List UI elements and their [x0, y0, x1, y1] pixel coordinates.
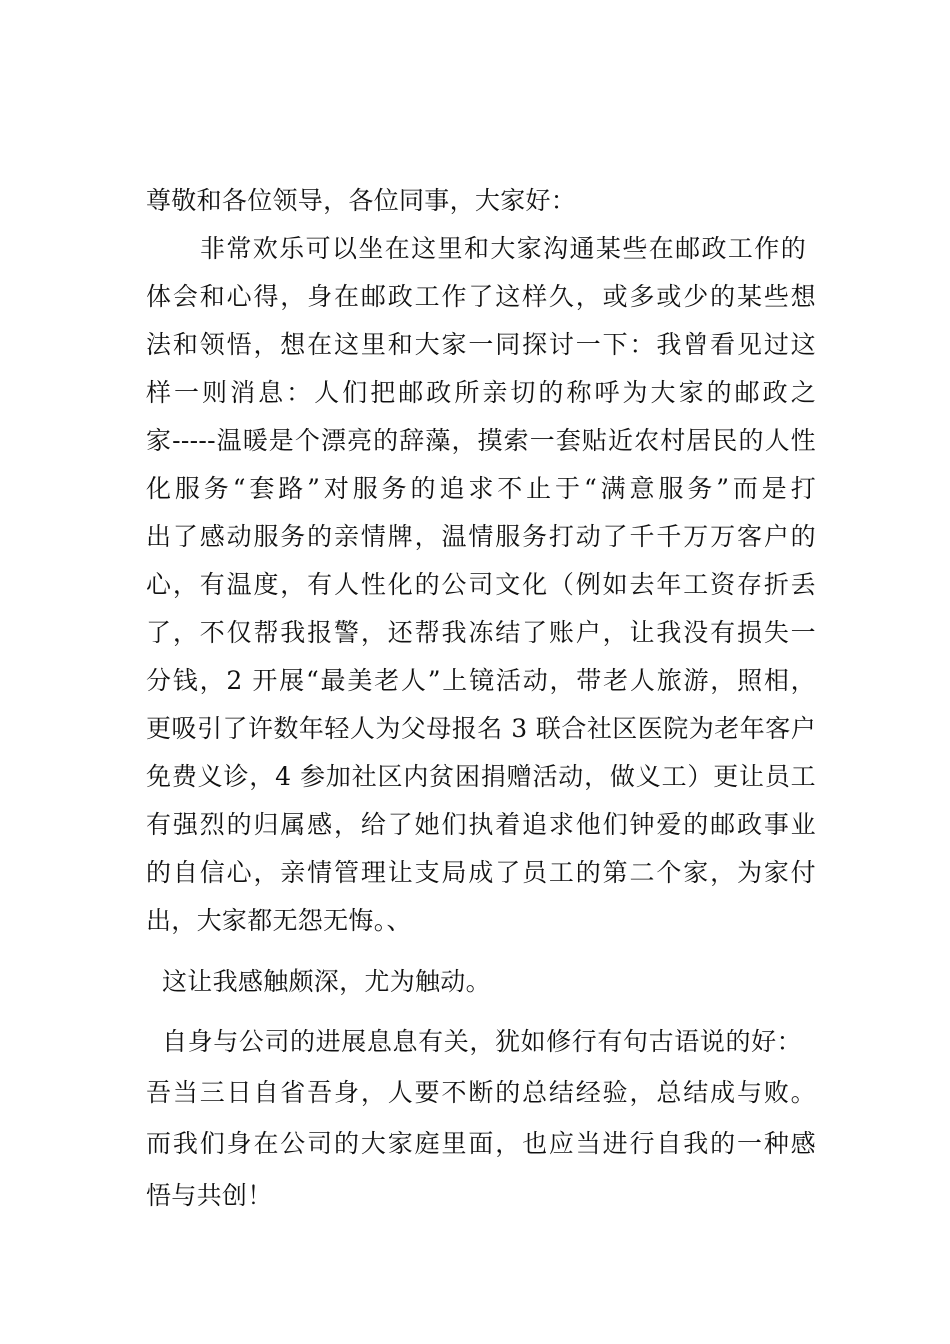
- paragraph-1-line: 分钱，2 开展“最美老人”上镜活动，带老人旅游，照相，: [146, 666, 816, 695]
- paragraph-1-line: 有强烈的归属感，给了她们执着追求他们钟爱的邮政事业: [146, 810, 816, 839]
- paragraph-1-line: 非常欢乐可以坐在这里和大家沟通某些在邮政工作的: [200, 234, 806, 263]
- paragraph-1-line: 更吸引了许数年轻人为父母报名 3 联合社区医院为老年客户: [146, 714, 816, 743]
- paragraph-1-line: 心，有温度，有人性化的公司文化（例如去年工资存折丢: [146, 570, 816, 599]
- paragraph-1-line: 法和领悟，想在这里和大家一同探讨一下：我曾看见过这: [146, 330, 816, 359]
- paragraph-3-line: 吾当三日自省吾身，人要不断的总结经验，总结成与败。: [146, 1078, 816, 1107]
- paragraph-1-line: 家-----温暖是个漂亮的辞藻，摸索一套贴近农村居民的人性: [146, 426, 816, 455]
- greeting-line: 尊敬和各位领导，各位同事，大家好：: [146, 186, 577, 215]
- paragraph-3-line: 自身与公司的进展息息有关，犹如修行有句古语说的好：: [162, 1027, 802, 1056]
- paragraph-1-line: 体会和心得，身在邮政工作了这样久，或多或少的某些想: [146, 282, 816, 311]
- paragraph-1-line: 了，不仅帮我报警，还帮我冻结了账户，让我没有损失一: [146, 618, 816, 647]
- paragraph-3-line: 悟与共创！: [146, 1181, 273, 1210]
- paragraph-1-line: 的自信心，亲情管理让支局成了员工的第二个家，为家付: [146, 858, 816, 887]
- paragraph-1-line: 样一则消息：人们把邮政所亲切的称呼为大家的邮政之: [146, 378, 816, 407]
- paragraph-1-line: 出，大家都无怨无悔。、: [146, 906, 412, 935]
- paragraph-1-line: 化服务“套路”对服务的追求不止于“满意服务”而是打: [146, 474, 816, 503]
- paragraph-3-line: 而我们身在公司的大家庭里面，也应当进行自我的一种感: [146, 1129, 816, 1158]
- paragraph-1-line: 免费义诊，4 参加社区内贫困捐赠活动，做义工）更让员工: [146, 762, 816, 791]
- paragraph-1-line: 出了感动服务的亲情牌，温情服务打动了千千万万客户的: [146, 522, 816, 551]
- paragraph-2: 这让我感触颇深，尤为触动。: [162, 967, 491, 996]
